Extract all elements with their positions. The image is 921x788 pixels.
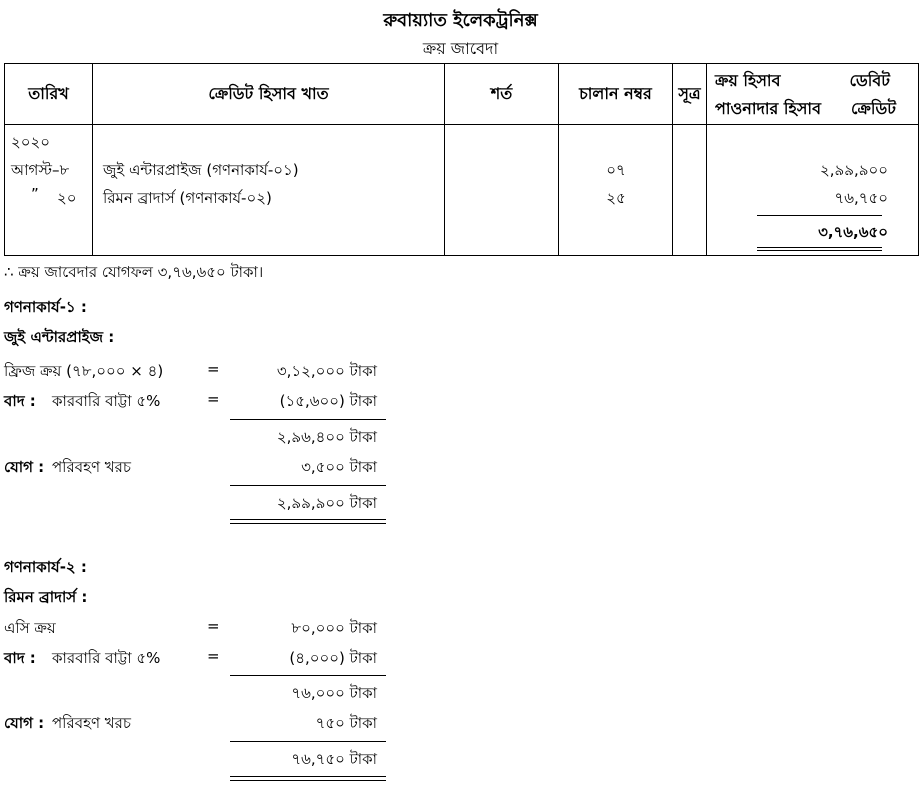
calc1-party: জুই এন্টারপ্রাইজ : xyxy=(4,328,115,346)
purchase-journal-table xyxy=(4,63,919,256)
table-body-row xyxy=(5,125,919,256)
calc1-total: ২,৯৯,৯০০ টাকা xyxy=(276,494,377,512)
amount-cell xyxy=(707,125,919,256)
date-cell xyxy=(5,125,93,256)
journal-title: ক্রয় জাবেদা xyxy=(422,39,499,58)
row2-date-ditto: ” xyxy=(31,185,39,203)
calc2-line1-eq: = xyxy=(207,617,220,635)
calc2-subtotal: ৭৬,০০০ টাকা xyxy=(291,684,377,702)
col-credit-account: ক্রেডিট হিসাব খাত xyxy=(93,64,445,125)
calc1-rule-2 xyxy=(230,485,386,486)
calc1-line3-value: ৩,৫০০ টাকা xyxy=(301,458,377,476)
row1-account: জুই এন্টারপ্রাইজ (গণনাকার্য-০১) xyxy=(103,161,299,179)
journal-summary: ∴ ক্রয় জাবেদার যোগফল ৩,৭৬,৬৫০ টাকা। xyxy=(4,263,264,281)
total-rule-double-2 xyxy=(757,250,882,251)
col-debit: ডেবিট xyxy=(849,71,890,90)
calc2-line2-value: (৪,০০০) টাকা xyxy=(289,649,377,667)
calc2-line3-label: পরিবহণ খরচ xyxy=(52,714,131,732)
col-payable-account: পাওনাদার হিসাব xyxy=(715,99,821,118)
year: ২০২০ xyxy=(11,133,51,151)
col-ref: সূত্র xyxy=(673,64,707,125)
account-cell xyxy=(93,125,445,256)
col-date: তারিখ xyxy=(5,64,93,125)
row2-invoice: ২৫ xyxy=(606,189,626,207)
calc2-line3-prefix: যোগ : xyxy=(4,714,45,732)
total-rule-top xyxy=(757,215,882,216)
row2-account: রিমন ব্রাদার্স (গণনাকার্য-০২) xyxy=(103,189,272,207)
calc1-line2-prefix: বাদ : xyxy=(4,392,36,410)
row2-amount: ৭৬,৭৫০ xyxy=(834,189,888,207)
col-purchase-account: ক্রয় হিসাব xyxy=(715,71,781,90)
row2-date: ২০ xyxy=(57,189,77,207)
invoice-cell xyxy=(559,125,673,256)
calc1-heading: গণনাকার্য-১ : xyxy=(4,298,87,316)
calc2-heading: গণনাকার্য-২ : xyxy=(4,558,87,576)
calc1-line2-value: (১৫,৬০০) টাকা xyxy=(279,392,377,410)
calc1-double-rule-1 xyxy=(230,519,386,520)
calc2-line2-label: কারবারি বাট্টা ৫% xyxy=(52,649,161,667)
calc1-line1-value: ৩,১২,০০০ টাকা xyxy=(276,362,377,380)
calc2-double-rule-1 xyxy=(230,776,386,777)
company-title: রুবায়্যাত ইলেকট্রনিক্স xyxy=(383,10,538,31)
journal-total: ৩,৭৬,৬৫০ xyxy=(818,223,888,241)
col-terms: শর্ত xyxy=(445,64,559,125)
calc2-line2-eq: = xyxy=(207,647,220,665)
calc2-line3-value: ৭৫০ টাকা xyxy=(315,714,377,732)
terms-cell xyxy=(445,125,559,256)
calc1-subtotal: ২,৯৬,৪০০ টাকা xyxy=(276,428,377,446)
col-amount-header xyxy=(707,64,919,125)
total-rule-double-1 xyxy=(757,247,882,248)
calc2-double-rule-2 xyxy=(230,780,386,781)
calc2-line1-value: ৮০,০০০ টাকা xyxy=(291,619,377,637)
row1-invoice: ০৭ xyxy=(606,161,626,179)
calc2-rule-1 xyxy=(230,675,386,676)
ref-cell xyxy=(673,125,707,256)
calc2-line1-label: এসি ক্রয় xyxy=(4,619,56,637)
calc2-line2-prefix: বাদ : xyxy=(4,649,36,667)
calc1-line1-eq: = xyxy=(207,360,220,378)
calc1-line3-prefix: যোগ : xyxy=(4,458,45,476)
calc1-line3-label: পরিবহণ খরচ xyxy=(52,458,131,476)
calc1-line2-label: কারবারি বাট্টা ৫% xyxy=(52,392,161,410)
calc1-line2-eq: = xyxy=(207,390,220,408)
calc2-rule-2 xyxy=(230,741,386,742)
table-header-row xyxy=(5,64,919,125)
row1-date: আগস্ট–৮ xyxy=(11,161,70,179)
calc1-double-rule-2 xyxy=(230,523,386,524)
col-credit: ক্রেডিট xyxy=(851,99,896,118)
calc1-line1-label: ফ্রিজ ক্রয় (৭৮,০০০ × ৪) xyxy=(4,362,164,380)
calc2-party: রিমন ব্রাদার্স : xyxy=(4,588,88,606)
calc1-rule-1 xyxy=(230,419,386,420)
row1-amount: ২,৯৯,৯০০ xyxy=(820,161,888,179)
col-invoice-no: চালান নম্বর xyxy=(559,64,673,125)
calc2-total: ৭৬,৭৫০ টাকা xyxy=(291,750,377,768)
